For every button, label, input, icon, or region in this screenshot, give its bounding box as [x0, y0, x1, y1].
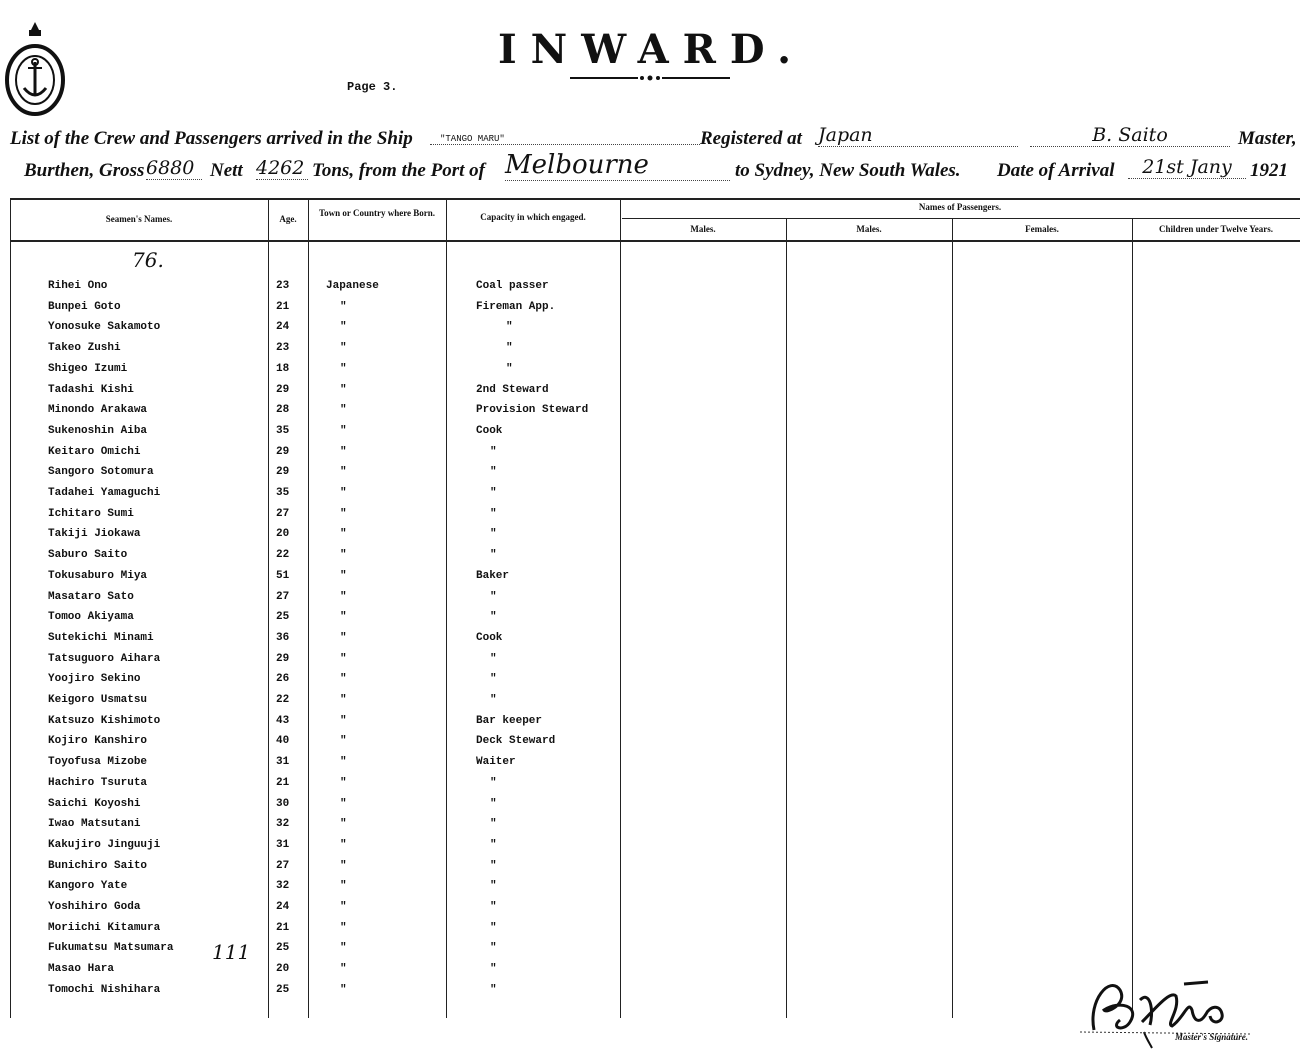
table-row	[10, 363, 620, 381]
master-label: Master,	[1238, 128, 1297, 149]
crew-name: Tadahei Yamaguchi	[48, 487, 161, 499]
crew-capacity: "	[490, 983, 497, 996]
crew-capacity: "	[490, 528, 497, 541]
crew-birthplace: "	[340, 321, 347, 334]
crew-age: 26	[276, 673, 290, 686]
crew-capacity: "	[490, 797, 497, 810]
crew-birthplace: "	[340, 797, 347, 810]
table-row	[10, 611, 620, 629]
crew-capacity: Fireman App.	[476, 300, 556, 313]
crew-capacity: "	[490, 673, 497, 686]
crew-capacity: 2nd Steward	[476, 383, 549, 396]
crew-capacity: "	[490, 487, 497, 499]
crew-age: 27	[276, 859, 290, 872]
tons-port-label: Tons, from the Port of	[312, 160, 485, 181]
registered-value: Japan	[818, 124, 1018, 147]
table-row	[10, 632, 620, 650]
crew-capacity: "	[490, 590, 497, 603]
crew-age: 29	[276, 383, 290, 396]
table-row	[10, 446, 620, 464]
crew-name: Tokusaburo Miya	[48, 569, 148, 582]
crew-capacity: "	[490, 942, 497, 955]
crew-birthplace: "	[340, 445, 347, 458]
table-row	[10, 404, 620, 422]
registered-label: Registered at	[700, 128, 802, 149]
crew-birthplace: "	[340, 756, 347, 769]
table-row	[10, 818, 620, 836]
crew-capacity: "	[490, 466, 497, 479]
table-row	[10, 549, 620, 567]
crew-name: Saburo Saito	[48, 549, 128, 562]
list-heading: List of the Crew and Passengers arrived in the Ship	[10, 128, 413, 149]
crew-birthplace: "	[340, 590, 347, 603]
crew-age: 21	[276, 921, 290, 934]
crew-name: Moriichi Kitamura	[48, 921, 161, 934]
crew-capacity: "	[490, 818, 497, 831]
crew-name: Masao Hara	[48, 963, 115, 976]
crew-name: Ichitaro Sumi	[48, 507, 134, 520]
crew-birthplace: "	[340, 776, 347, 789]
col-header-children: Children under Twelve Years.	[1158, 224, 1273, 234]
crew-birthplace: "	[340, 404, 347, 417]
crew-birthplace: "	[340, 549, 347, 562]
crew-age: 28	[276, 404, 290, 417]
table-row	[10, 715, 620, 733]
crew-birthplace: "	[340, 942, 347, 955]
crew-name: Tadashi Kishi	[48, 383, 134, 396]
crew-capacity: "	[490, 445, 497, 458]
table-row	[10, 528, 620, 546]
crew-age: 20	[276, 528, 290, 541]
crew-name: Sangoro Sotomura	[48, 466, 154, 479]
table-row	[10, 942, 620, 960]
crew-age: 29	[276, 466, 290, 479]
crew-capacity: Coal passer	[476, 280, 549, 292]
crew-birthplace: "	[340, 714, 347, 727]
crew-age: 35	[276, 487, 290, 499]
table-row	[10, 694, 620, 712]
table-row	[10, 963, 620, 981]
crew-name: Yoojiro Sekino	[48, 673, 141, 686]
crew-age: 22	[276, 549, 290, 562]
col-header-born: Town or Country where Born.	[318, 208, 436, 218]
destination-label: to Sydney, New South Wales.	[735, 160, 961, 181]
crew-birthplace: "	[340, 342, 347, 355]
crew-capacity: "	[490, 838, 497, 851]
page-title: INWARD.	[497, 26, 806, 73]
table-row	[10, 508, 620, 526]
crew-birthplace: "	[340, 487, 347, 499]
crew-age: 32	[276, 880, 290, 893]
handwritten-tally: 111	[212, 940, 251, 964]
crew-name: Hachiro Tsuruta	[48, 776, 148, 789]
crew-capacity: Waiter	[476, 756, 516, 769]
crew-name: Kakujiro Jinguuji	[48, 838, 161, 851]
col-header-males-2: Males.	[856, 224, 882, 234]
handwritten-count: 76.	[132, 248, 164, 272]
crew-name: Tomoo Akiyama	[48, 611, 134, 624]
col-header-males-1: Males.	[690, 224, 716, 234]
port-value: Melbourne	[505, 150, 730, 181]
crew-name: Toyofusa Mizobe	[48, 756, 148, 769]
crew-birthplace: "	[340, 963, 347, 976]
col-header-capacity: Capacity in which engaged.	[480, 212, 586, 222]
crew-birthplace: Japanese	[326, 280, 379, 292]
crew-birthplace: "	[340, 673, 347, 686]
table-row	[10, 591, 620, 609]
crew-age: 31	[276, 756, 290, 769]
crew-birthplace: "	[340, 818, 347, 831]
crew-birthplace: "	[340, 901, 347, 913]
table-row	[10, 301, 620, 319]
crew-age: 25	[276, 983, 290, 996]
table-row	[10, 466, 620, 484]
col-header-females: Females.	[1025, 224, 1059, 234]
crew-birthplace: "	[340, 528, 347, 541]
crew-capacity: "	[490, 549, 497, 562]
table-row	[10, 756, 620, 774]
table-row	[10, 342, 620, 360]
table-row	[10, 653, 620, 671]
crew-birthplace: "	[340, 507, 347, 520]
table-row	[10, 984, 620, 1002]
crew-capacity: "	[490, 694, 497, 706]
crew-age: 27	[276, 507, 290, 520]
crew-capacity: "	[490, 859, 497, 872]
crew-birthplace: "	[340, 735, 347, 748]
arrival-date-value: 21st Jany	[1128, 156, 1246, 179]
crew-birthplace: "	[340, 652, 347, 665]
crew-name: Sukenoshin Aiba	[48, 424, 148, 437]
crew-age: 25	[276, 611, 290, 624]
crew-birthplace: "	[340, 859, 347, 872]
crew-capacity: Provision Steward	[476, 404, 589, 417]
col-header-name: Seamen's Names.	[105, 214, 173, 224]
table-row	[10, 798, 620, 816]
crew-age: 27	[276, 590, 290, 603]
crew-name: Yonosuke Sakamoto	[48, 321, 161, 334]
table-row	[10, 777, 620, 795]
crew-capacity: Deck Steward	[476, 735, 556, 748]
col-header-passengers: Names of Passengers.	[918, 202, 1002, 212]
crew-capacity: "	[490, 776, 497, 789]
crew-age: 31	[276, 838, 290, 851]
crew-birthplace: "	[340, 466, 347, 479]
table-row	[10, 384, 620, 402]
crew-birthplace: "	[340, 694, 347, 706]
crew-name: Fukumatsu Matsumara	[48, 942, 174, 955]
crew-name: Katsuzo Kishimoto	[48, 714, 161, 727]
crew-name: Masataro Sato	[48, 590, 134, 603]
title-ornament	[570, 74, 730, 82]
nett-label: Nett	[210, 160, 243, 181]
crew-birthplace: "	[340, 362, 347, 375]
crew-capacity: "	[490, 507, 497, 520]
crew-capacity: "	[490, 880, 497, 893]
page-number: Page 3.	[347, 80, 398, 94]
crew-age: 36	[276, 631, 290, 644]
crew-ledger-table	[10, 198, 1300, 1018]
table-row	[10, 735, 620, 753]
crew-capacity: "	[490, 611, 497, 624]
crew-age: 23	[276, 342, 290, 355]
crew-birthplace: "	[340, 921, 347, 934]
table-row	[10, 922, 620, 940]
crew-name: Takeo Zushi	[48, 342, 121, 355]
burthen-label: Burthen, Gross	[24, 160, 145, 181]
crew-capacity: "	[490, 921, 497, 934]
table-row	[10, 673, 620, 691]
table-row	[10, 860, 620, 878]
crew-name: Yoshihiro Goda	[48, 901, 141, 913]
crew-age: 30	[276, 797, 290, 810]
crew-age: 21	[276, 300, 290, 313]
crew-birthplace: "	[340, 838, 347, 851]
crew-capacity: "	[490, 963, 497, 976]
crew-name: Kojiro Kanshiro	[48, 735, 148, 748]
crew-age: 40	[276, 735, 290, 748]
arrival-label: Date of Arrival	[997, 160, 1115, 181]
crew-age: 51	[276, 569, 290, 582]
table-row	[10, 487, 620, 505]
crew-name: Tatsuguoro Aihara	[48, 652, 161, 665]
crew-age: 23	[276, 280, 290, 292]
col-header-age: Age.	[279, 214, 297, 224]
crew-age: 35	[276, 424, 290, 437]
crew-age: 20	[276, 963, 290, 976]
crew-age: 25	[276, 942, 290, 955]
crew-name: Tomochi Nishihara	[48, 983, 161, 996]
crew-birthplace: "	[340, 983, 347, 996]
crew-name: Bunichiro Saito	[48, 859, 148, 872]
nett-tons-value: 4262	[256, 157, 308, 180]
crew-name: Bunpei Goto	[48, 300, 121, 313]
table-row	[10, 880, 620, 898]
crew-capacity: "	[506, 362, 513, 375]
crew-name: Keitaro Omichi	[48, 445, 141, 458]
crew-age: 21	[276, 776, 290, 789]
crew-birthplace: "	[340, 880, 347, 893]
crew-capacity: "	[490, 652, 497, 665]
crew-name: Shigeo Izumi	[48, 362, 128, 375]
crew-age: 29	[276, 445, 290, 458]
crew-capacity: Cook	[476, 631, 503, 644]
crew-capacity: "	[490, 901, 497, 913]
crew-name: Rihei Ono	[48, 280, 108, 292]
ship-name: "TANGO MARU"	[430, 134, 700, 145]
table-row	[10, 425, 620, 443]
crew-age: 43	[276, 714, 290, 727]
table-row	[10, 901, 620, 919]
crew-birthplace: "	[340, 424, 347, 437]
crew-name: Kangoro Yate	[48, 880, 128, 893]
table-row	[10, 280, 620, 298]
crew-name: Minondo Arakawa	[48, 404, 148, 417]
gross-tons-value: 6880	[146, 157, 202, 180]
crew-age: 22	[276, 694, 290, 706]
crew-birthplace: "	[340, 383, 347, 396]
crew-capacity: "	[506, 342, 513, 355]
crew-age: 18	[276, 362, 290, 375]
crew-birthplace: "	[340, 569, 347, 582]
crew-birthplace: "	[340, 631, 347, 644]
table-row	[10, 321, 620, 339]
crew-age: 24	[276, 901, 290, 913]
crew-name: Takiji Jiokawa	[48, 528, 141, 541]
table-row	[10, 570, 620, 588]
crew-name: Sutekichi Minami	[48, 631, 154, 644]
crew-age: 24	[276, 321, 290, 334]
arrival-year: 1921	[1250, 160, 1288, 181]
crew-birthplace: "	[340, 611, 347, 624]
crew-birthplace: "	[340, 300, 347, 313]
crew-age: 32	[276, 818, 290, 831]
crew-capacity: Bar keeper	[476, 714, 543, 727]
crew-capacity: Cook	[476, 424, 503, 437]
crew-capacity: Baker	[476, 569, 510, 582]
crew-name: Saichi Koyoshi	[48, 797, 141, 810]
signature-caption: Master's Signature.	[1175, 1032, 1249, 1042]
crew-age: 29	[276, 652, 290, 665]
table-row	[10, 839, 620, 857]
crew-name: Iwao Matsutani	[48, 818, 141, 831]
crew-capacity: "	[506, 321, 513, 334]
master-name: B. Saito	[1030, 124, 1230, 147]
crew-name: Keigoro Usmatsu	[48, 694, 148, 706]
